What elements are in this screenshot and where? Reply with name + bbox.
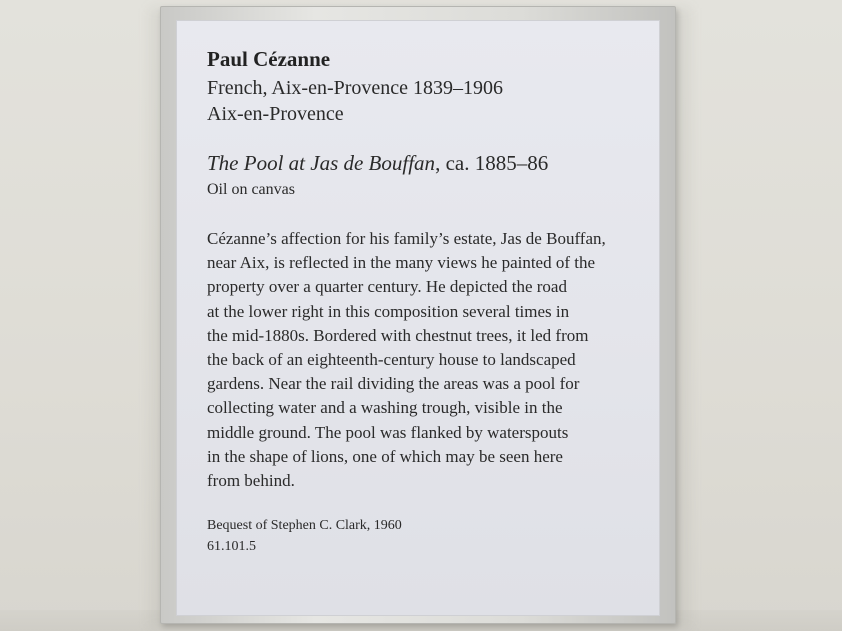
artwork-title-line [207, 151, 548, 176]
credit-line: Bequest of Stephen C. Clark, 1960 [207, 518, 402, 533]
artwork-title: The Pool at Jas de Bouffan [207, 151, 436, 175]
description-line: near Aix, is reflected in the many views he painted of the [207, 253, 596, 273]
description-line: the back of an eighteenth-century house to landscaped [207, 350, 576, 370]
accession-number: 61.101.5 [207, 539, 256, 554]
description-line: middle ground. The pool was flanked by waterspouts [207, 422, 569, 442]
artwork-place: Aix-en-Provence [207, 103, 344, 125]
description-line: in the shape of lions, one of which may be seen here [207, 446, 563, 466]
description-line: the mid-1880s. Bordered with chestnut trees, it led from [207, 325, 589, 345]
artist-nationality: French, Aix-en-Provence 1839–1906 [207, 77, 504, 99]
artwork-description [207, 227, 647, 493]
description-line: property over a quarter century. He depicted the road [207, 277, 567, 297]
artwork-date: , ca. 1885–86 [435, 151, 549, 175]
description-line: from behind. [207, 471, 295, 491]
museum-label-card [176, 20, 660, 616]
description-line: at the lower right in this composition several times in [207, 301, 570, 321]
artwork-medium: Oil on canvas [207, 181, 295, 198]
description-line: gardens. Near the rail dividing the areas was a pool for [207, 374, 580, 394]
description-line: Cézanne’s affection for his family’s estate, Jas de Bouffan, [207, 229, 606, 248]
artist-name: Paul Cézanne [207, 47, 331, 71]
description-line: collecting water and a washing trough, visible in the [207, 398, 563, 418]
